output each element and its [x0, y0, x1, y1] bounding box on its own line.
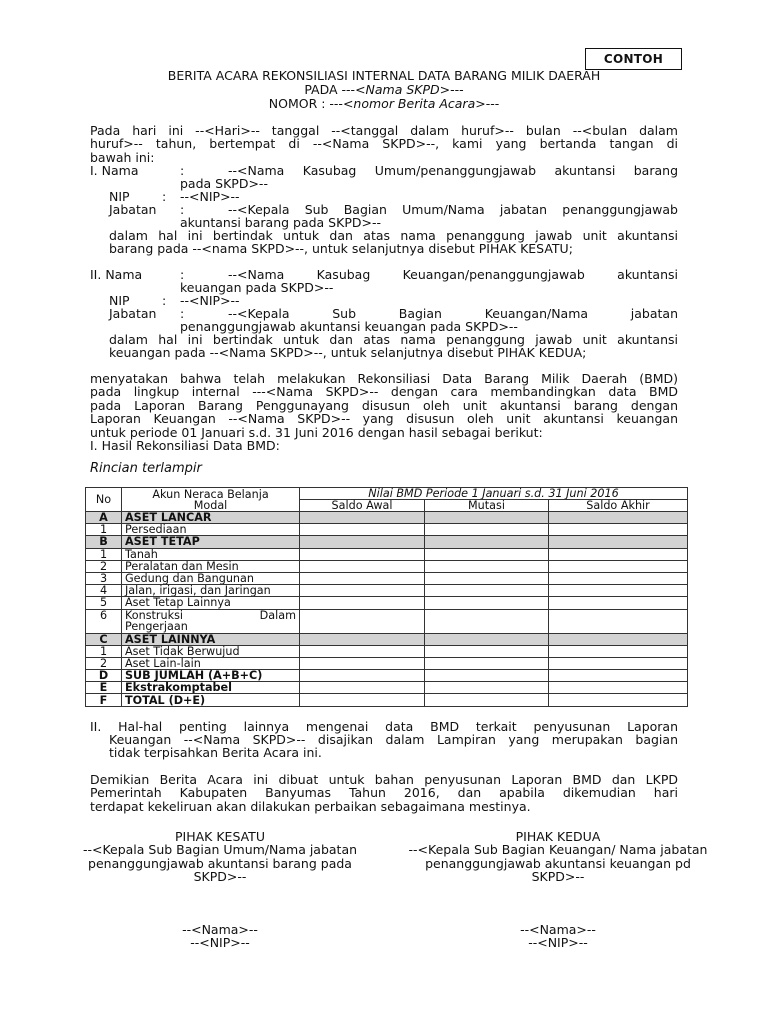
party1-nama-colon: : — [180, 163, 185, 178]
table-row — [86, 633, 688, 645]
party1-nip-value: --<NIP>-- — [180, 189, 240, 204]
section2-line-3: tidak terpisahkan Berita Acara ini. — [109, 745, 322, 760]
party1-nama-value-1: --<Nama Kasubag Umum/penanggungjawab akuntansi barang — [228, 163, 678, 178]
party1-nama-value-2: pada SKPD>-- — [180, 176, 268, 191]
table-header-row-1 — [86, 488, 688, 500]
signature-left-role-3: SKPD>-- — [193, 869, 247, 885]
row-akun: TOTAL (D+E) — [122, 694, 300, 706]
statement-line-2: pada lingkup internal ---<Nama SKPD>-- dengan cara membandingkan data BMD — [90, 384, 678, 400]
row-akun-part-2: Dalam — [259, 609, 296, 622]
signature-right-name: --<Nama>-- — [520, 921, 596, 937]
cell-saldo-awal — [300, 597, 425, 609]
bmd-table — [85, 487, 688, 707]
party2-jabatan-value-1: --<Kepala Sub Bagian Keuangan/Nama jabatan — [228, 306, 678, 321]
table-row — [86, 645, 688, 657]
party2-desc-1: dalam hal ini bertindak untuk dan atas nama penanggung jawab unit akuntansi — [109, 332, 678, 347]
table-row — [86, 560, 688, 572]
table-row — [86, 524, 688, 536]
row-akun: Gedung dan Bangunan — [122, 572, 300, 584]
row-no: 2 — [86, 657, 122, 669]
cell-saldo-akhir — [549, 536, 688, 548]
section2-line-1: II. Hal-hal penting lainnya mengenai data BMD terkait penyusunan Laporan — [90, 719, 678, 734]
cell-mutasi — [425, 682, 549, 694]
signature-left-title: PIHAK KESATU — [175, 829, 265, 844]
header-saldo-akhir: Saldo Akhir — [549, 500, 688, 512]
row-no: A — [86, 512, 122, 524]
cell-mutasi — [425, 609, 549, 633]
title-pada-line — [0, 83, 768, 97]
row-akun: Aset Tidak Berwujud — [122, 645, 300, 657]
table-row — [86, 585, 688, 597]
party2-nip-value: --<NIP>-- — [180, 293, 240, 308]
title-nomor-line — [0, 97, 768, 111]
party1-jabatan-value-2: akuntansi barang pada SKPD>-- — [180, 215, 381, 230]
row-akun: Aset Tetap Lainnya — [122, 597, 300, 609]
cell-saldo-awal — [300, 512, 425, 524]
row-akun: ASET LAINNYA — [122, 633, 300, 645]
party1-desc-2: barang pada --<nama SKPD>--, untuk selanjutnya disebut PIHAK KESATU; — [109, 241, 573, 256]
cell-saldo-awal — [300, 609, 425, 633]
cell-saldo-awal — [300, 524, 425, 536]
closing-line-1: Demikian Berita Acara ini dibuat untuk bahan penyusunan Laporan BMD dan LKPD — [90, 772, 678, 787]
cell-saldo-awal — [300, 548, 425, 560]
party1-nip-label: NIP — [109, 189, 130, 204]
party2-nip-colon: : — [162, 293, 167, 308]
signature-left-nip: --<NIP>-- — [190, 935, 250, 951]
cell-mutasi — [425, 560, 549, 572]
table-row — [86, 682, 688, 694]
signature-right-role-1: --<Kepala Sub Bagian Keuangan/ Nama jabatan — [408, 842, 708, 858]
party1-jabatan-label: Jabatan — [109, 202, 157, 217]
row-akun: Persediaan — [122, 524, 300, 536]
cell-mutasi — [425, 670, 549, 682]
row-akun: SUB JUMLAH (A+B+C) — [122, 670, 300, 682]
party2-nama-value-1: --<Nama Kasubag Keuangan/penanggungjawab akuntansi — [228, 267, 678, 282]
row-akun: Ekstrakomptabel — [122, 682, 300, 694]
statement-line-5: untuk periode 01 Januari s.d. 31 Juni 2016 dengan hasil sebagai berikut: — [90, 424, 543, 440]
header-no: No — [86, 488, 122, 512]
cell-mutasi — [425, 597, 549, 609]
signature-right-role-3: SKPD>-- — [531, 869, 585, 885]
row-akun — [122, 609, 300, 633]
title-pada-suffix: --- — [450, 82, 464, 97]
row-no: B — [86, 536, 122, 548]
statement-line-3: pada Laporan Barang Penggunayang disusun oleh unit akuntansi barang dengan — [90, 397, 678, 413]
cell-saldo-akhir — [549, 524, 688, 536]
row-no: D — [86, 670, 122, 682]
cell-mutasi — [425, 572, 549, 584]
party2-jabatan-label: Jabatan — [109, 306, 157, 321]
row-no: 5 — [86, 597, 122, 609]
party2-nama-colon: : — [180, 267, 185, 282]
row-no: E — [86, 682, 122, 694]
party2-nama-label: II. Nama — [90, 267, 143, 282]
cell-saldo-akhir — [549, 560, 688, 572]
title-skpd-var: <Nama SKPD> — [355, 82, 451, 97]
table-row — [86, 597, 688, 609]
cell-saldo-akhir — [549, 548, 688, 560]
statement-paragraph — [90, 372, 678, 452]
section2-line-2: Keuangan --<Nama SKPD>-- disajikan dalam Lampiran yang merupakan bagian — [109, 732, 678, 747]
signature-right-title: PIHAK KEDUA — [515, 829, 601, 844]
cell-saldo-awal — [300, 536, 425, 548]
cell-saldo-akhir — [549, 512, 688, 524]
table-row — [86, 657, 688, 669]
cell-mutasi — [425, 512, 549, 524]
row-no: F — [86, 694, 122, 706]
row-no: 6 — [86, 609, 122, 633]
party1-jabatan-value-1: --<Kepala Sub Bagian Umum/Nama jabatan penanggungjawab — [228, 202, 678, 217]
row-no: 2 — [86, 560, 122, 572]
party1-desc-1: dalam hal ini bertindak untuk dan atas nama penanggung jawab unit akuntansi — [109, 228, 678, 243]
header-mutasi: Mutasi — [425, 500, 549, 512]
cell-saldo-akhir — [549, 694, 688, 706]
opening-line-2: huruf>-- tahun, bertempat di --<Nama SKPD>--, kami yang bertanda tangan di — [90, 136, 678, 152]
row-no: 1 — [86, 524, 122, 536]
row-akun: Peralatan dan Mesin — [122, 560, 300, 572]
statement-line-4: Laporan Keuangan --<Nama SKPD>-- yang disusun oleh unit akuntansi keuangan — [90, 411, 678, 427]
opening-line-1: Pada hari ini --<Hari>-- tanggal --<tanggal dalam huruf>-- bulan --<bulan dalam — [90, 123, 678, 138]
header-saldo-awal: Saldo Awal — [300, 500, 425, 512]
party2-desc-2: keuangan pada --<Nama SKPD>--, untuk selanjutnya disebut PIHAK KEDUA; — [109, 345, 587, 360]
header-akun-line-2: Modal — [193, 498, 228, 512]
signature-right-role-2: penanggungjawab akuntansi keuangan pd — [425, 855, 691, 871]
cell-saldo-awal — [300, 645, 425, 657]
row-no: 1 — [86, 548, 122, 560]
closing-line-3: terdapat kekeliruan akan dilakukan perbaikan sebagaimana mestinya. — [90, 798, 531, 814]
cell-mutasi — [425, 645, 549, 657]
table-row — [86, 512, 688, 524]
cell-mutasi — [425, 657, 549, 669]
row-no: C — [86, 633, 122, 645]
header-akun-line-1: Akun Neraca Belanja — [152, 487, 269, 501]
table-row — [86, 536, 688, 548]
cell-mutasi — [425, 633, 549, 645]
row-akun: Aset Lain-lain — [122, 657, 300, 669]
row-akun-part-1: Konstruksi — [125, 609, 184, 622]
header-nilai: Nilai BMD Periode 1 Januari s.d. 31 Juni 2016 — [300, 488, 688, 500]
row-no: 3 — [86, 572, 122, 584]
cell-mutasi — [425, 548, 549, 560]
opening-paragraph — [90, 124, 678, 164]
cell-saldo-awal — [300, 560, 425, 572]
cell-saldo-akhir — [549, 670, 688, 682]
table-row — [86, 609, 688, 633]
table-row — [86, 694, 688, 706]
table-row — [86, 572, 688, 584]
party2-jabatan-value-2: penanggungjawab akuntansi keuangan pada SKPD>-- — [180, 319, 518, 334]
cell-saldo-awal — [300, 657, 425, 669]
cell-saldo-awal — [300, 670, 425, 682]
signature-right — [388, 830, 728, 949]
party1-nip-colon: : — [162, 189, 167, 204]
cell-saldo-awal — [300, 694, 425, 706]
party1-nama-label: I. Nama — [90, 163, 139, 178]
statement-line-1: menyatakan bahwa telah melakukan Rekonsiliasi Data Barang Milik Daerah (BMD) — [90, 371, 678, 386]
closing-paragraph — [90, 773, 678, 813]
cell-mutasi — [425, 524, 549, 536]
rincian-label: Rincian terlampir — [90, 461, 202, 476]
row-akun: Tanah — [122, 548, 300, 560]
cell-saldo-awal — [300, 682, 425, 694]
signature-left-role-2: penanggungjawab akuntansi barang pada — [88, 855, 352, 871]
row-akun: Jalan, irigasi, dan Jaringan — [122, 585, 300, 597]
party1-jabatan-colon: : — [180, 202, 185, 217]
cell-mutasi — [425, 536, 549, 548]
title-nomor-suffix: --- — [485, 96, 500, 111]
cell-mutasi — [425, 694, 549, 706]
cell-saldo-akhir — [549, 682, 688, 694]
party2-nama-value-2: keuangan pada SKPD>-- — [180, 280, 334, 295]
row-no: 1 — [86, 645, 122, 657]
row-akun-line-2: Pengerjaan — [125, 620, 188, 633]
row-akun: ASET TETAP — [122, 536, 300, 548]
cell-saldo-awal — [300, 633, 425, 645]
signature-left-role-1: --<Kepala Sub Bagian Umum/Nama jabatan — [82, 842, 358, 858]
party2-nip-label: NIP — [109, 293, 130, 308]
cell-saldo-akhir — [549, 597, 688, 609]
cell-mutasi — [425, 585, 549, 597]
row-no: 4 — [86, 585, 122, 597]
party2-jabatan-colon: : — [180, 306, 185, 321]
header-akun — [122, 488, 300, 512]
title-nomor-var: <nomor Berita Acara> — [342, 96, 486, 111]
title-pada-prefix: PADA --- — [304, 82, 356, 97]
cell-saldo-akhir — [549, 657, 688, 669]
cell-saldo-akhir — [549, 633, 688, 645]
cell-saldo-awal — [300, 585, 425, 597]
signature-left-name: --<Nama>-- — [182, 921, 258, 937]
statement-line-6: I. Hasil Rekonsiliasi Data BMD: — [90, 438, 280, 454]
contoh-badge: CONTOH — [585, 48, 682, 70]
signature-left — [60, 830, 380, 949]
cell-saldo-akhir — [549, 585, 688, 597]
table-row — [86, 670, 688, 682]
signature-right-nip: --<NIP>-- — [528, 935, 588, 951]
cell-saldo-akhir — [549, 645, 688, 657]
cell-saldo-awal — [300, 572, 425, 584]
opening-line-3: bawah ini: — [90, 149, 155, 165]
closing-line-2: Pemerintah Kabupaten Banyumas Tahun 2016, dan apabila dikemudian hari — [90, 785, 678, 801]
cell-saldo-akhir — [549, 572, 688, 584]
cell-saldo-akhir — [549, 609, 688, 633]
document-title: BERITA ACARA REKONSILIASI INTERNAL DATA BARANG MILIK DAERAH — [167, 68, 601, 83]
table-row — [86, 548, 688, 560]
title-nomor-prefix: NOMOR : --- — [268, 96, 343, 111]
row-akun: ASET LANCAR — [122, 512, 300, 524]
